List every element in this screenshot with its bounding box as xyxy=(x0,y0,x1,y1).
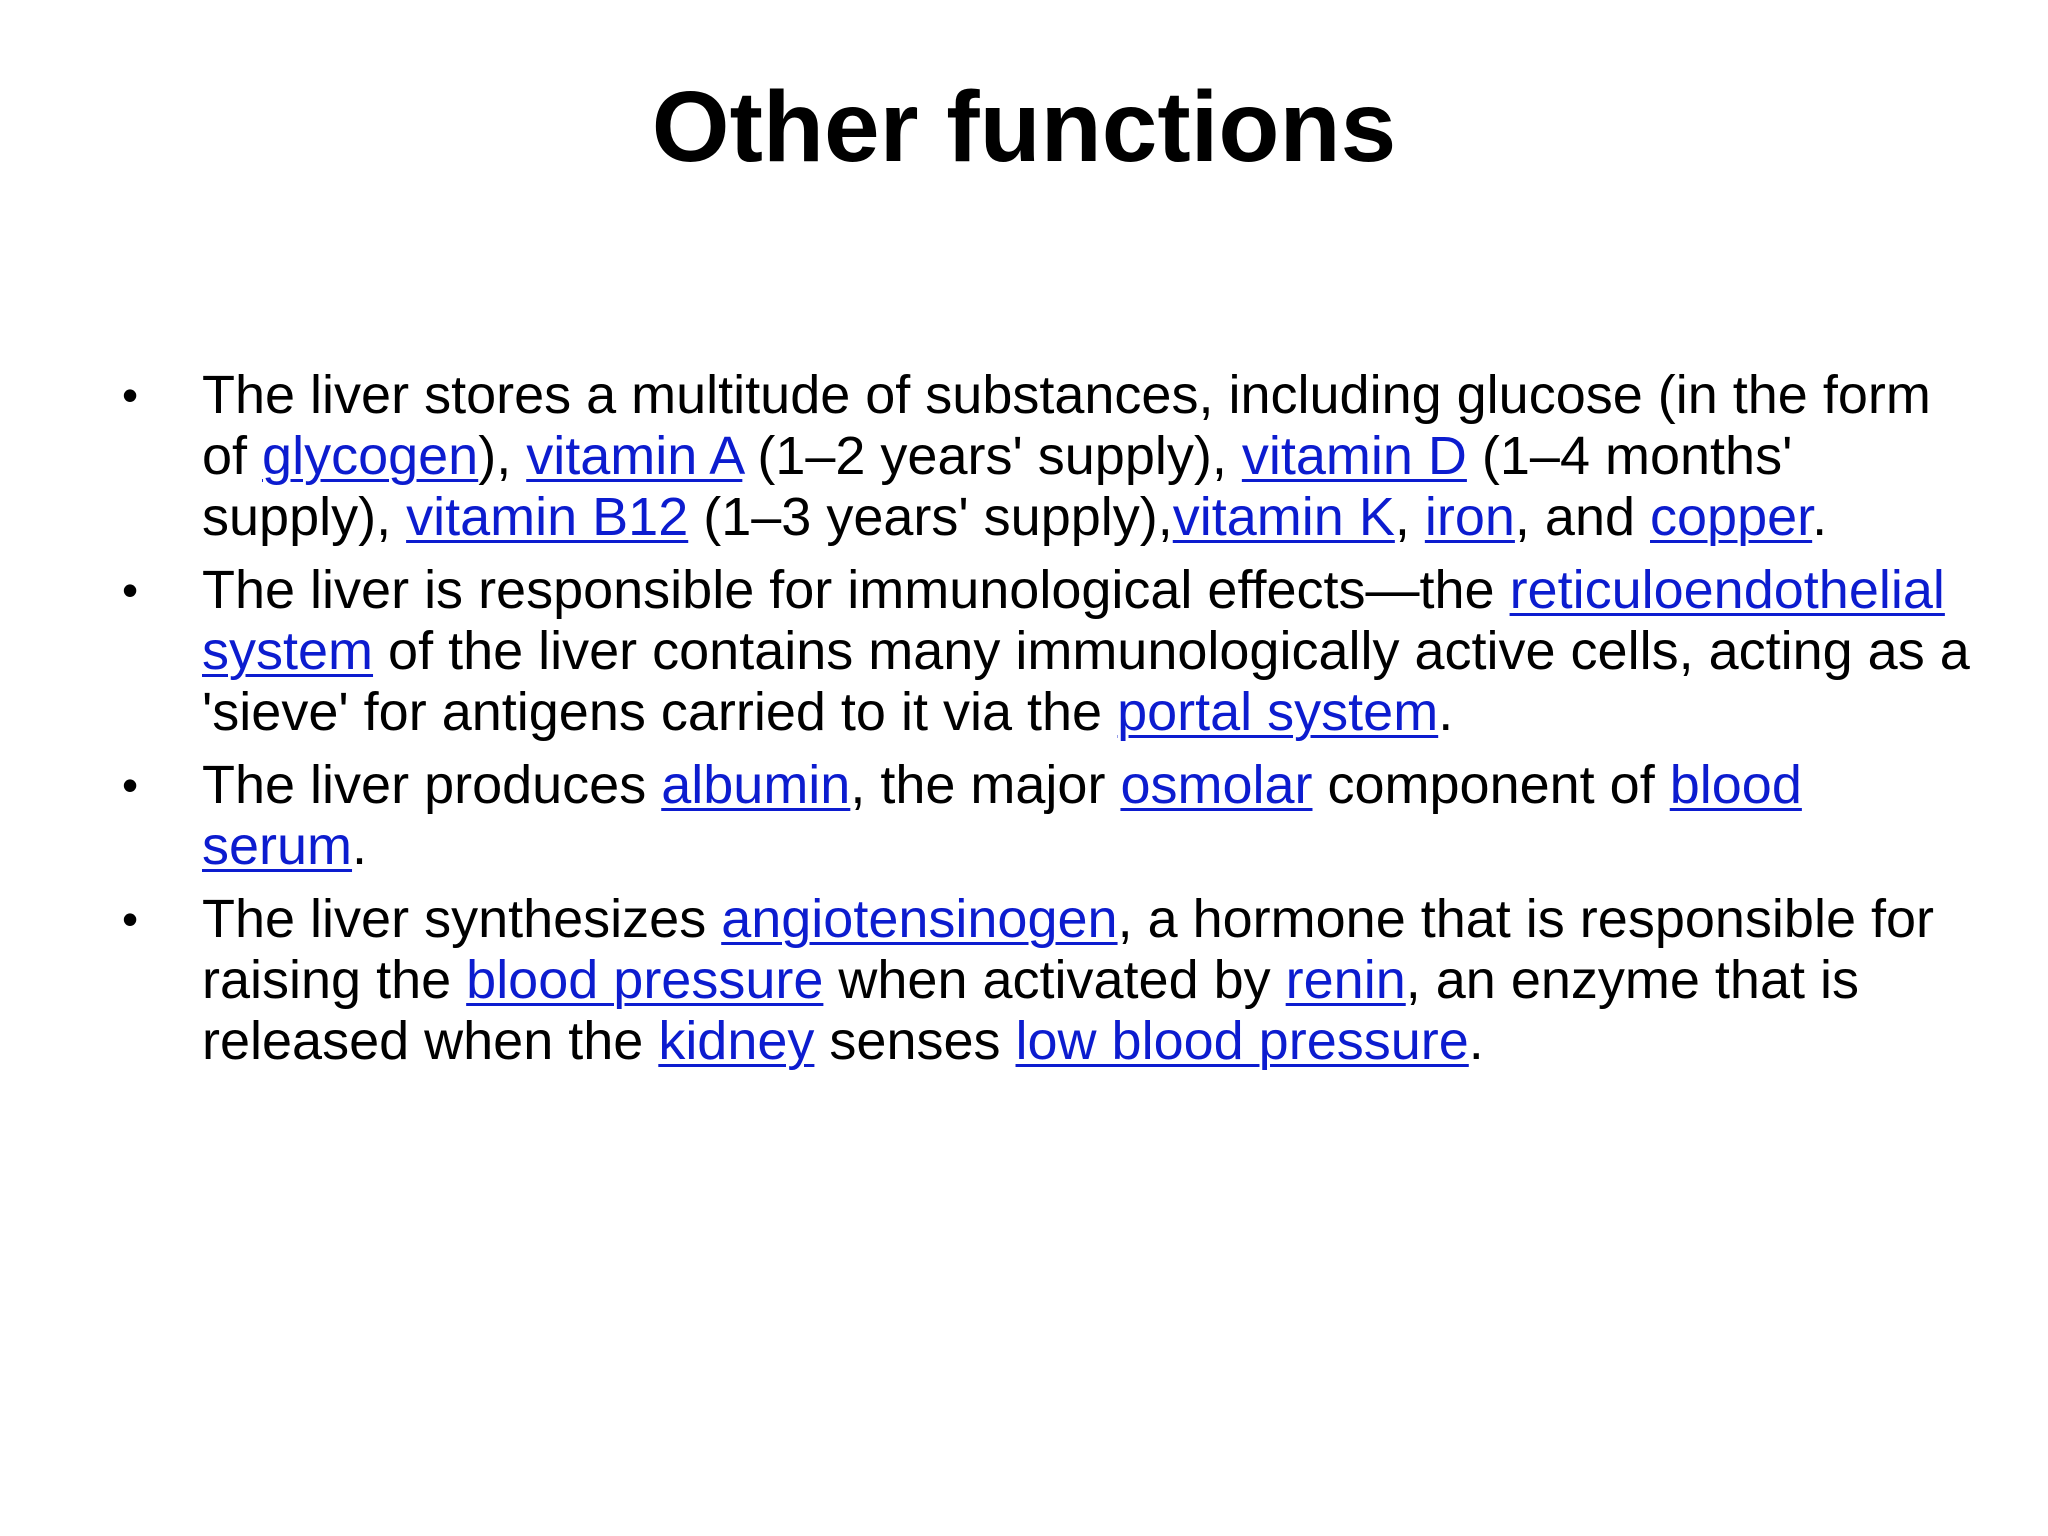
bullet-item-2 xyxy=(120,560,1970,743)
bullet-item-3 xyxy=(120,755,1970,877)
bullet-dot-icon: • xyxy=(122,893,139,945)
link-glycogen[interactable]: glycogen xyxy=(262,426,479,486)
text-segment: . xyxy=(1812,487,1828,547)
link-reticuloendothelial-system[interactable]: reticuloendothelial system xyxy=(202,560,1945,681)
link-portal-system[interactable]: portal system xyxy=(1117,682,1439,742)
bullet-item-1 xyxy=(120,365,1970,548)
text-segment: , the major xyxy=(850,755,1121,815)
text-segment: The liver synthesizes xyxy=(202,889,722,949)
bullet-dot-icon: • xyxy=(122,759,139,811)
slide-title: Other functions xyxy=(651,71,1397,183)
link-iron[interactable]: iron xyxy=(1424,487,1515,547)
link-copper[interactable]: copper xyxy=(1650,487,1813,547)
text-segment: (1–2 years' supply), xyxy=(742,426,1242,486)
bullet-item-4 xyxy=(120,889,1970,1072)
link-vitamin-b12[interactable]: vitamin B12 xyxy=(406,487,689,547)
text-segment: . xyxy=(1468,1011,1484,1071)
text-segment: ), xyxy=(478,426,527,486)
text-segment: , a hormone that is responsible for raising the xyxy=(202,889,1934,1010)
text-segment: . xyxy=(1438,682,1454,742)
text-segment: The liver produces xyxy=(202,755,662,815)
text-segment: (1–4 months' supply), xyxy=(202,426,1793,547)
text-segment: , xyxy=(1394,487,1425,547)
bullet-text xyxy=(202,365,1931,547)
link-low-blood-pressure[interactable]: low blood pressure xyxy=(1015,1011,1469,1071)
link-vitamin-a[interactable]: vitamin A xyxy=(526,426,743,486)
bullet-list xyxy=(120,365,1970,1084)
bullet-text xyxy=(202,889,1934,1071)
text-segment: . xyxy=(352,816,368,876)
link-kidney[interactable]: kidney xyxy=(658,1011,815,1071)
link-angiotensinogen[interactable]: angiotensinogen xyxy=(721,889,1118,949)
text-segment: , and xyxy=(1514,487,1651,547)
link-blood-serum[interactable]: blood serum xyxy=(202,755,1802,876)
link-osmolar[interactable]: osmolar xyxy=(1120,755,1313,815)
text-segment: The liver stores a multitude of substances, including glucose (in the form of xyxy=(202,365,1931,486)
text-segment: , an enzyme that is released when the xyxy=(202,950,1859,1071)
link-albumin[interactable]: albumin xyxy=(661,755,851,815)
bullet-text xyxy=(202,560,1970,742)
text-segment: of the liver contains many immunologically active cells, acting as a 'sieve' for antigens carried to it via the xyxy=(202,621,1970,742)
text-segment: senses xyxy=(814,1011,1016,1071)
link-vitamin-k[interactable]: vitamin K xyxy=(1172,487,1395,547)
bullet-text xyxy=(202,755,1802,876)
text-segment: component of xyxy=(1312,755,1670,815)
text-segment: when activated by xyxy=(823,950,1286,1010)
bullet-dot-icon: • xyxy=(122,564,139,616)
bullet-dot-icon: • xyxy=(122,369,139,421)
text-segment: The liver is responsible for immunological effects—the xyxy=(202,560,1510,620)
text-segment: (1–3 years' supply), xyxy=(688,487,1173,547)
link-vitamin-d[interactable]: vitamin D xyxy=(1241,426,1467,486)
link-renin[interactable]: renin xyxy=(1285,950,1406,1010)
link-blood-pressure[interactable]: blood pressure xyxy=(466,950,824,1010)
